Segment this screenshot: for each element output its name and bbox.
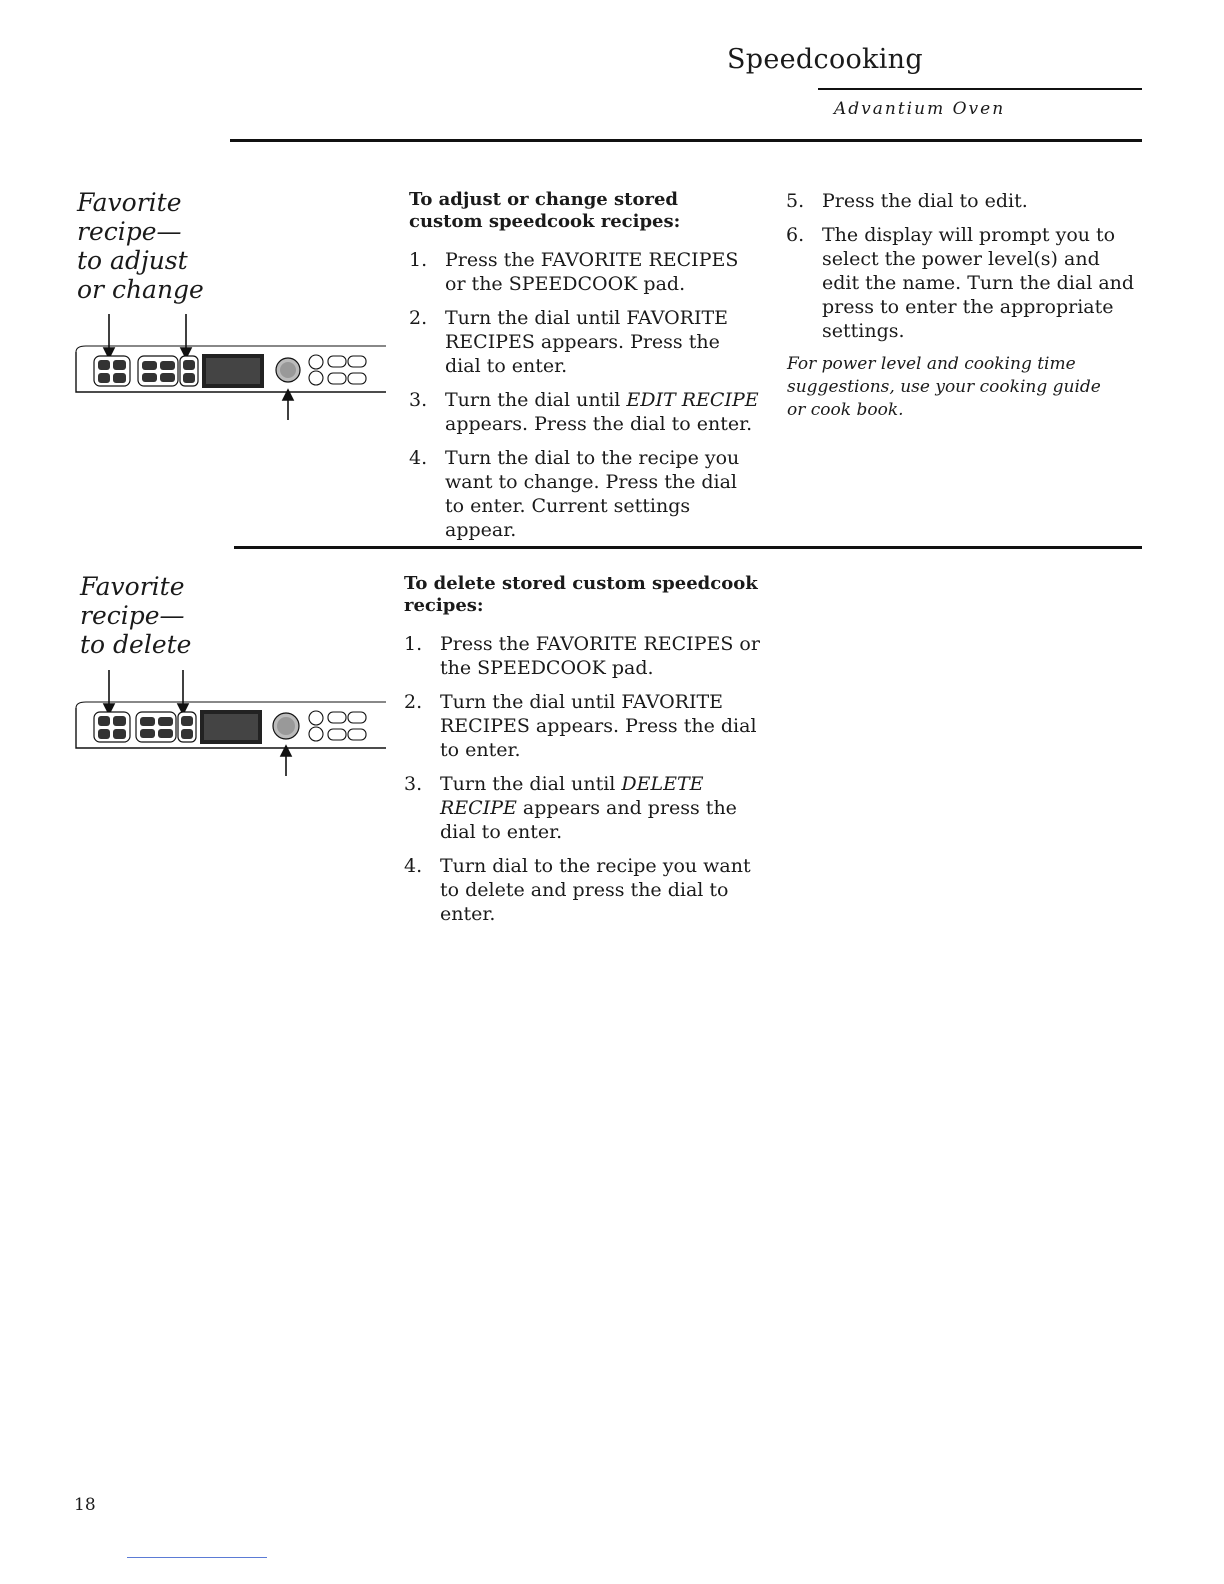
step-number: 3. — [404, 773, 423, 795]
step-text: Press the FAVORITE RECIPES or the SPEEDCOOK pad. — [440, 633, 760, 679]
section2-steps — [404, 632, 764, 936]
section-divider — [234, 546, 1142, 549]
section2-side-title — [80, 572, 191, 659]
step-text: Turn dial to the recipe you want to delete and press the dial to enter. — [440, 855, 751, 925]
list-item — [409, 388, 759, 436]
page-number: 18 — [74, 1495, 96, 1515]
step-text: Press the dial to edit. — [822, 190, 1028, 212]
step-number: 6. — [786, 224, 805, 246]
list-item — [786, 189, 1142, 213]
section2-side-title-line: to delete — [80, 630, 192, 659]
step-number: 1. — [404, 633, 423, 655]
step-text-emphasis: EDIT RECIPE — [626, 389, 759, 411]
section-divider — [230, 139, 1142, 142]
step-text: appears and press the dial to enter. — [440, 797, 737, 843]
section1-heading: To adjust or change stored custom speedcook recipes: — [409, 189, 681, 232]
step-text: appears. Press the dial to enter. — [445, 413, 753, 435]
list-item — [409, 306, 759, 378]
step-text: Turn the dial until FAVORITE RECIPES appears. Press the dial to enter. — [440, 691, 757, 761]
section2-side-title-line: Favorite — [80, 572, 185, 601]
control-panel-illustration-icon — [72, 668, 388, 780]
step-text: Turn the dial until — [445, 389, 627, 411]
step-number: 1. — [409, 249, 428, 271]
step-text: Press the FAVORITE RECIPES or the SPEEDCOOK pad. — [445, 249, 739, 295]
step-number: 2. — [409, 307, 428, 329]
section1-side-title-line: to adjust — [77, 246, 188, 275]
step-number: 2. — [404, 691, 423, 713]
step-text: Turn the dial until — [440, 773, 622, 795]
list-item — [404, 690, 764, 762]
page-title: Speedcooking — [727, 44, 923, 75]
section2-heading: To delete stored custom speedcook recipes: — [404, 573, 758, 616]
list-item — [409, 446, 759, 542]
list-item — [404, 772, 764, 844]
section1-side-title-line: recipe— — [77, 217, 182, 246]
step-number: 3. — [409, 389, 428, 411]
arrow-icon — [104, 670, 291, 776]
list-item — [404, 632, 764, 680]
section1-side-title-line: or change — [77, 275, 204, 304]
section1-steps — [409, 248, 759, 552]
section1-steps-continued — [786, 189, 1142, 353]
step-number: 4. — [409, 447, 428, 469]
step-number: 4. — [404, 855, 423, 877]
section1-side-title-line: Favorite — [77, 188, 182, 217]
step-text: The display will prompt you to select the power level(s) and edit the name. Turn the dial and press to enter the appropriate settings. — [822, 224, 1135, 342]
header-divider — [818, 88, 1142, 90]
list-item — [404, 854, 764, 926]
page-subtitle: Advantium Oven — [834, 99, 1006, 119]
section1-note: For power level and cooking time suggestions, use your cooking guide or cook book. — [787, 354, 1101, 420]
list-item — [786, 223, 1142, 343]
step-number: 5. — [786, 190, 805, 212]
footer-link-line — [127, 1557, 267, 1558]
step-text: Turn the dial to the recipe you want to change. Press the dial to enter. Current settings appear. — [445, 447, 740, 541]
section2-side-title-line: recipe— — [80, 601, 185, 630]
section1-side-title — [77, 188, 204, 304]
step-text: Turn the dial until FAVORITE RECIPES appears. Press the dial to enter. — [445, 307, 729, 377]
step-text-emphasis: DELETE RECIPE — [440, 773, 704, 819]
control-panel-illustration-icon — [72, 312, 388, 424]
list-item — [409, 248, 759, 296]
